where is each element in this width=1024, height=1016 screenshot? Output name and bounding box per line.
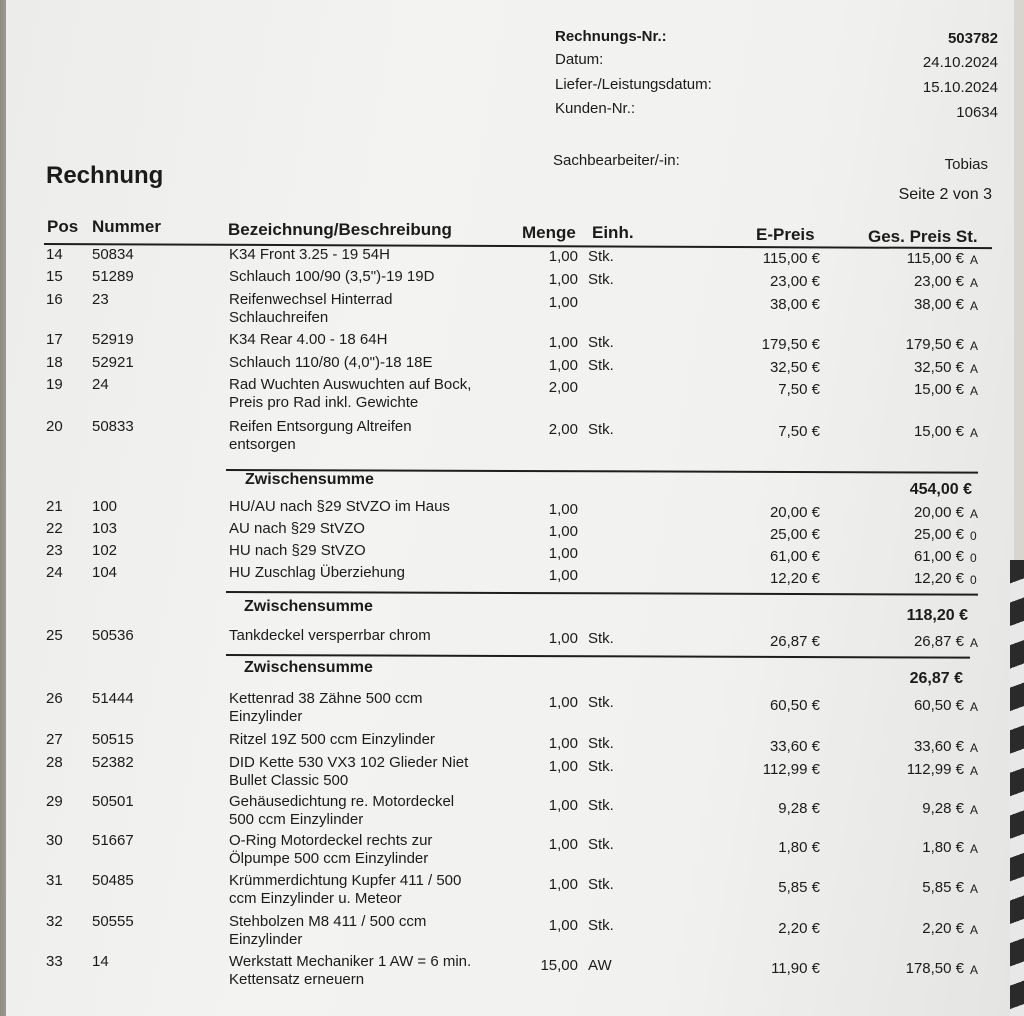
cell-einh: Stk.: [588, 836, 614, 853]
cell-menge: 1,00: [548, 567, 578, 585]
cell-menge: 1,00: [548, 917, 578, 934]
cell-st: A: [970, 506, 979, 521]
cell-einh: Stk.: [588, 420, 614, 438]
cell-desc: Krümmerdichtung Kupfer 411 / 500: [229, 872, 462, 889]
cell-ges: 115,00 €: [906, 250, 964, 267]
cell-st: A: [970, 923, 979, 937]
cell-pos: 19: [46, 376, 63, 393]
cell-epreis: 179,50 €: [761, 336, 820, 353]
cell-epreis: 7,50 €: [778, 381, 820, 398]
delivery-date: 15.10.2024: [922, 79, 998, 96]
cell-menge: 1,00: [548, 523, 578, 541]
column-header-einheit: Einh.: [592, 223, 634, 242]
cell-nr: 102: [92, 542, 118, 559]
cell-ges: 60,50 €: [913, 696, 964, 714]
cell-einh: Stk.: [588, 333, 614, 351]
cell-menge: 1,00: [548, 545, 578, 563]
cell-pos: 24: [46, 564, 63, 581]
cell-ges: 15,00 €: [913, 423, 964, 440]
cell-nr: 52382: [92, 754, 134, 771]
cell-menge: 2,00: [548, 378, 578, 396]
cell-desc2: ccm Einzylinder u. Meteor: [229, 890, 402, 907]
cell-desc2: 500 ccm Einzylinder: [229, 811, 364, 828]
cell-st: A: [970, 699, 979, 714]
cell-menge: 1,00: [548, 248, 578, 266]
cell-menge: 1,00: [548, 293, 578, 311]
cell-desc: O-Ring Motordeckel rechts zur: [229, 832, 433, 849]
subtotal-label: Zwischensumme: [244, 598, 373, 615]
cell-desc2: Einzylinder: [229, 931, 303, 948]
cell-menge: 1,00: [548, 501, 578, 519]
cell-st: 0: [970, 528, 977, 543]
cell-menge: 1,00: [548, 356, 578, 374]
cell-menge: 1,00: [548, 693, 578, 711]
cell-nr: 51289: [92, 268, 134, 285]
cell-einh: Stk.: [588, 630, 614, 648]
cell-desc: K34 Rear 4.00 - 18 64H: [229, 331, 388, 348]
cell-st: A: [970, 882, 979, 896]
cell-nr: 50485: [92, 872, 134, 889]
cell-desc2: Ölpumpe 500 ccm Einzylinder: [229, 850, 429, 867]
cell-desc: DID Kette 530 VX3 102 Glieder Niet: [229, 754, 469, 771]
cell-epreis: 60,50 €: [769, 696, 820, 714]
cell-st: A: [970, 384, 979, 398]
cell-menge: 15,00: [540, 957, 578, 974]
cell-pos: 18: [46, 354, 63, 371]
cell-epreis: 9,28 €: [778, 799, 820, 817]
cell-pos: 26: [46, 690, 63, 707]
cell-menge: 1,00: [548, 270, 578, 288]
cell-ges: 12,20 €: [913, 570, 964, 587]
cell-desc: Kettenrad 38 Zähne 500 ccm: [229, 690, 423, 707]
cell-pos: 17: [46, 331, 63, 348]
cell-ges: 178,50 €: [905, 960, 964, 977]
cell-menge: 1,00: [548, 734, 578, 752]
cell-pos: 30: [46, 832, 63, 849]
subtotal-amount: 454,00 €: [909, 481, 972, 498]
subtotal-amount: 118,20 €: [906, 607, 968, 624]
customer-number-label: Kunden-Nr.:: [555, 100, 636, 117]
cell-pos: 14: [46, 246, 63, 263]
column-header-gespreis: Ges. Preis St.: [868, 227, 978, 246]
cell-menge: 1,00: [548, 630, 578, 648]
cell-desc: HU nach §29 StVZO: [229, 542, 366, 559]
cell-desc: Werkstatt Mechaniker 1 AW = 6 min.: [229, 953, 472, 970]
column-header-pos: Pos: [47, 217, 79, 236]
cell-einh: Stk.: [588, 917, 614, 934]
cell-desc: Stehbolzen M8 411 / 500 ccm: [229, 913, 427, 930]
cell-st: A: [970, 426, 979, 440]
cell-desc2: entsorgen: [229, 436, 296, 453]
cell-epreis: 112,99 €: [762, 760, 820, 778]
invoice-date: 24.10.2024: [922, 54, 998, 71]
cell-desc: K34 Front 3.25 - 19 54H: [229, 246, 390, 263]
invoice-number-label: Rechnungs-Nr.:: [555, 28, 667, 45]
cell-ges: 61,00 €: [913, 548, 964, 565]
cell-st: A: [970, 298, 979, 313]
cell-nr: 50501: [92, 793, 134, 810]
cell-nr: 100: [92, 498, 118, 515]
cell-ges: 33,60 €: [913, 737, 964, 755]
cell-pos: 22: [46, 520, 63, 537]
cell-epreis: 32,50 €: [769, 359, 820, 376]
cell-epreis: 1,80 €: [778, 839, 820, 856]
cell-desc: HU/AU nach §29 StVZO im Haus: [229, 498, 450, 515]
cell-epreis: 2,20 €: [778, 920, 820, 937]
cell-desc: AU nach §29 StVZO: [229, 520, 365, 537]
document-title: Rechnung: [46, 162, 164, 189]
cell-desc: Reifenwechsel Hinterrad: [229, 291, 393, 308]
cell-nr: 24: [92, 376, 109, 393]
cell-st: A: [970, 339, 979, 353]
date-label: Datum:: [555, 51, 604, 68]
cell-pos: 16: [46, 291, 63, 308]
cell-epreis: 61,00 €: [769, 548, 820, 565]
cell-nr: 52921: [92, 354, 134, 371]
cell-desc: Rad Wuchten Auswuchten auf Bock,: [229, 376, 472, 393]
cell-ges: 32,50 €: [913, 359, 964, 376]
clerk-label: Sachbearbeiter/-in:: [553, 152, 680, 169]
cell-desc: Tankdeckel versperrbar chrom: [229, 627, 431, 644]
page-indicator: Seite 2 von 3: [898, 186, 992, 203]
cell-pos: 31: [46, 872, 63, 889]
cell-nr: 50833: [92, 418, 134, 435]
cell-menge: 1,00: [548, 757, 578, 775]
cell-desc2: Preis pro Rad inkl. Gewichte: [229, 394, 419, 411]
cell-epreis: 33,60 €: [769, 737, 820, 755]
cell-pos: 25: [46, 627, 63, 644]
cell-desc2: Bullet Classic 500: [229, 772, 349, 789]
cell-desc: HU Zuschlag Überziehung: [229, 564, 405, 581]
cell-menge: 2,00: [548, 420, 578, 438]
cell-ges: 25,00 €: [913, 525, 964, 543]
cell-pos: 28: [46, 754, 63, 771]
cell-st: A: [970, 253, 979, 267]
cell-epreis: 26,87 €: [769, 633, 820, 650]
cell-nr: 23: [92, 291, 109, 308]
cell-einh: Stk.: [588, 693, 614, 711]
cell-st: A: [970, 763, 979, 778]
cell-epreis: 23,00 €: [769, 272, 820, 290]
clerk-name: Tobias: [944, 156, 988, 173]
cell-ges: 20,00 €: [913, 503, 964, 521]
cell-st: 0: [970, 551, 977, 565]
cell-ges: 9,28 €: [922, 799, 964, 817]
cell-desc2: Kettensatz erneuern: [229, 971, 365, 988]
cell-pos: 20: [46, 418, 63, 435]
cell-ges: 5,85 €: [922, 879, 964, 896]
cell-ges: 23,00 €: [913, 272, 964, 290]
cell-desc2: Schlauchreifen: [229, 309, 329, 326]
delivery-date-label: Liefer-/Leistungsdatum:: [555, 76, 712, 93]
column-header-nummer: Nummer: [92, 217, 161, 236]
cell-nr: 103: [92, 520, 118, 537]
cell-desc: Gehäusedichtung re. Motordeckel: [229, 793, 455, 810]
cell-einh: Stk.: [588, 734, 614, 752]
cell-einh: AW: [588, 957, 612, 974]
background-strip: [1010, 560, 1024, 1016]
cell-menge: 1,00: [548, 876, 578, 893]
subtotal-amount: 26,87 €: [909, 670, 963, 687]
cell-nr: 50555: [92, 913, 134, 930]
cell-pos: 33: [46, 953, 63, 970]
cell-nr: 50834: [92, 246, 134, 263]
cell-epreis: 38,00 €: [769, 295, 820, 313]
cell-pos: 21: [46, 498, 63, 515]
cell-menge: 1,00: [548, 796, 578, 814]
cell-nr: 14: [92, 953, 109, 970]
cell-pos: 27: [46, 731, 63, 748]
cell-ges: 26,87 €: [913, 633, 964, 650]
cell-pos: 23: [46, 542, 63, 559]
cell-nr: 104: [92, 564, 118, 581]
cell-nr: 50515: [92, 731, 134, 748]
cell-einh: Stk.: [588, 876, 614, 893]
cell-st: A: [970, 802, 979, 817]
cell-einh: Stk.: [588, 757, 614, 775]
cell-pos: 32: [46, 913, 63, 930]
cell-einh: Stk.: [588, 356, 614, 374]
customer-number: 10634: [956, 104, 998, 121]
cell-epreis: 115,00 €: [762, 250, 820, 267]
cell-st: A: [970, 275, 979, 290]
cell-desc: Schlauch 100/90 (3,5")-19 19D: [229, 268, 435, 285]
column-header-menge: Menge: [522, 223, 576, 242]
cell-einh: Stk.: [588, 248, 614, 266]
subtotal-label: Zwischensumme: [244, 659, 373, 676]
cell-epreis: 25,00 €: [769, 525, 820, 543]
cell-ges: 1,80 €: [922, 839, 964, 856]
column-header-epreis: E-Preis: [756, 225, 815, 244]
cell-desc: Schlauch 110/80 (4,0")-18 18E: [229, 354, 433, 371]
cell-ges: 15,00 €: [913, 381, 964, 398]
cell-st: A: [970, 740, 979, 755]
cell-menge: 1,00: [548, 333, 578, 351]
cell-nr: 51444: [92, 690, 134, 707]
cell-ges: 179,50 €: [905, 336, 964, 353]
cell-epreis: 20,00 €: [769, 503, 820, 521]
cell-ges: 112,99 €: [906, 760, 964, 778]
cell-einh: Stk.: [588, 270, 614, 288]
cell-ges: 2,20 €: [922, 920, 964, 937]
cell-einh: Stk.: [588, 796, 614, 814]
cell-nr: 52919: [92, 331, 134, 348]
cell-st: A: [970, 636, 979, 650]
cell-st: A: [970, 842, 979, 856]
cell-st: A: [970, 362, 979, 376]
cell-desc: Ritzel 19Z 500 ccm Einzylinder: [229, 731, 435, 748]
cell-pos: 29: [46, 793, 63, 810]
cell-nr: 51667: [92, 832, 134, 849]
cell-epreis: 12,20 €: [769, 570, 820, 587]
cell-menge: 1,00: [548, 836, 578, 853]
cell-desc2: Einzylinder: [229, 708, 303, 725]
subtotal-label: Zwischensumme: [245, 471, 374, 488]
cell-desc: Reifen Entsorgung Altreifen: [229, 418, 412, 435]
cell-epreis: 7,50 €: [778, 423, 820, 440]
cell-st: 0: [970, 573, 977, 587]
cell-epreis: 5,85 €: [778, 879, 820, 896]
cell-ges: 38,00 €: [913, 295, 964, 313]
cell-pos: 15: [46, 268, 63, 285]
column-header-bezeichnung: Bezeichnung/Beschreibung: [228, 220, 452, 239]
cell-st: A: [970, 963, 979, 977]
invoice-number: 503782: [947, 30, 998, 47]
cell-nr: 50536: [92, 627, 134, 644]
cell-epreis: 11,90 €: [771, 960, 820, 977]
